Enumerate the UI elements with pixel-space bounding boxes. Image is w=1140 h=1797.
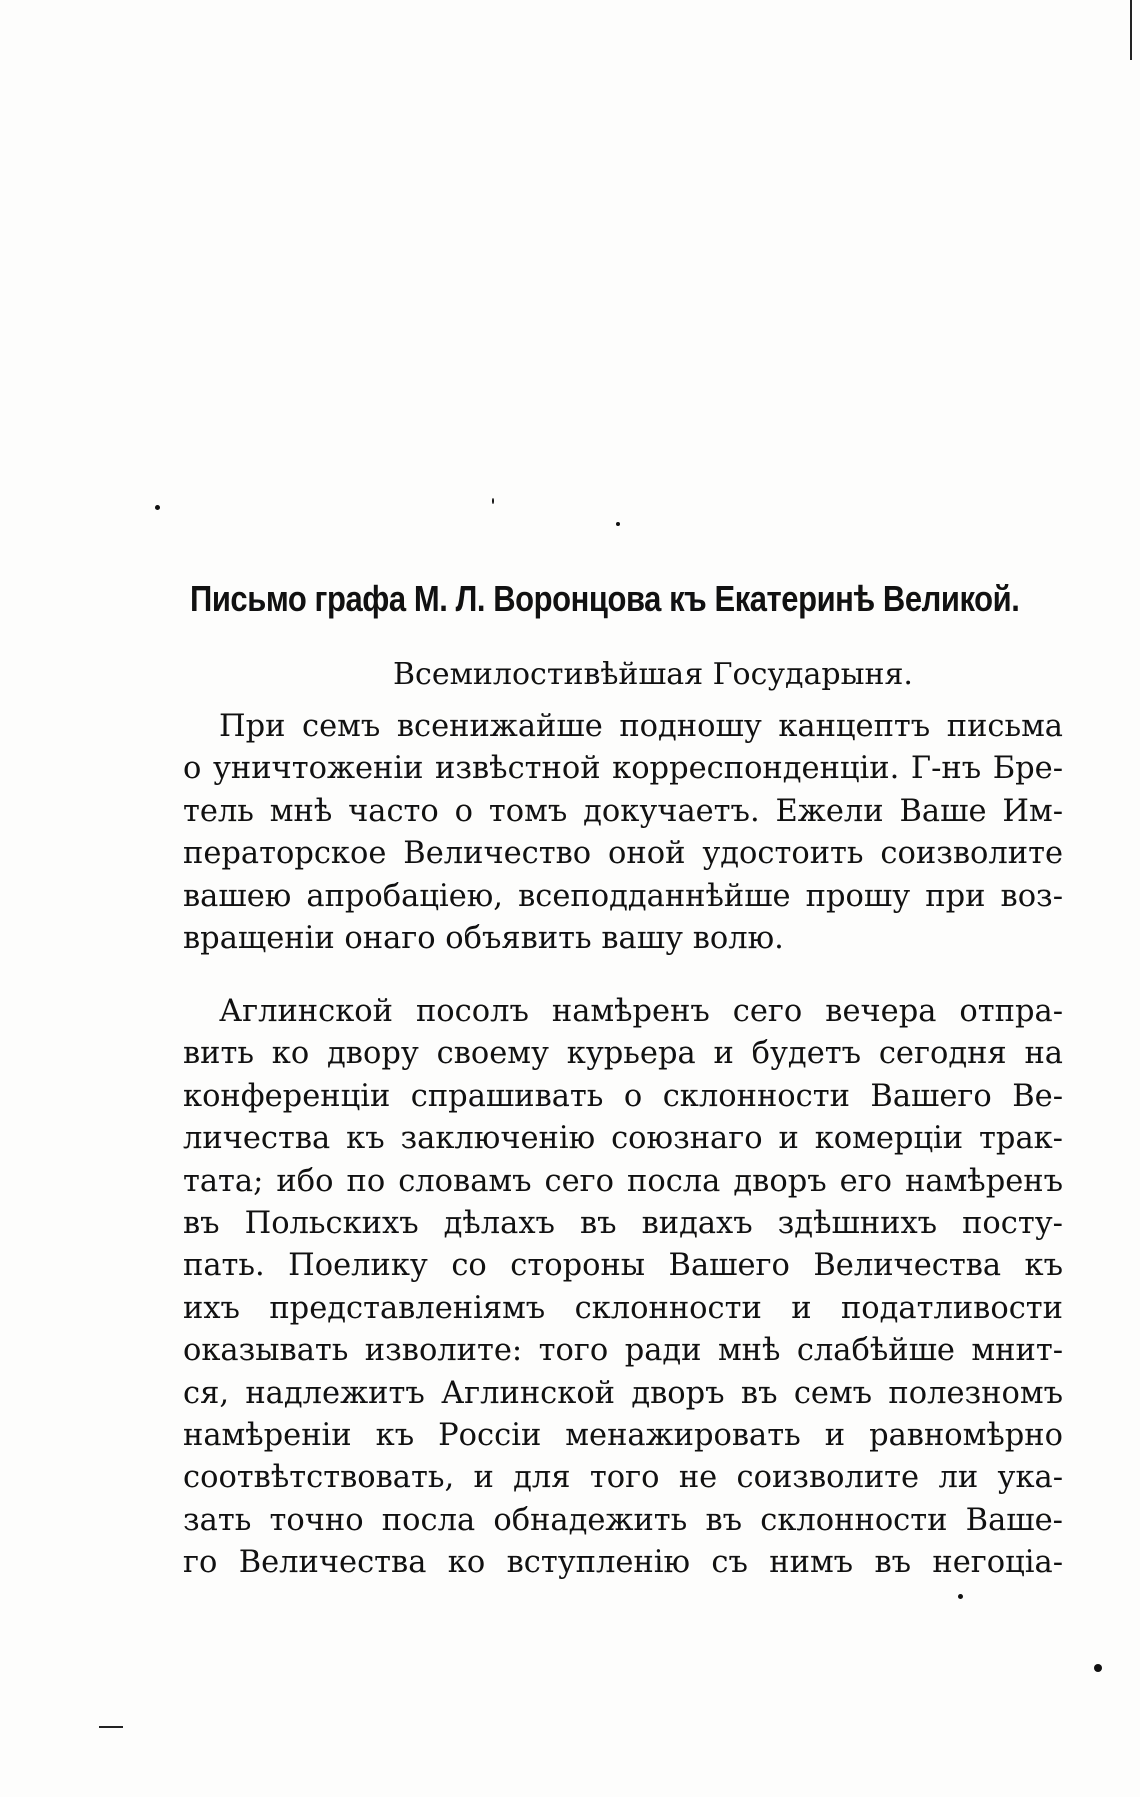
text-line: го Величества ко вступленію съ нимъ въ негоціа-: [183, 1545, 1063, 1581]
text-line: При семъ всенижайше подношу канцептъ письма: [219, 709, 1063, 744]
text-line: оказывать изволите: того ради мнѣ слабѣйше мнит-: [183, 1333, 1063, 1369]
paragraph-2: [183, 991, 1063, 1585]
text-line: ихъ представленіямъ склонности и податливости: [183, 1290, 1063, 1326]
text-line: конференціи спрашивать о склонности Вашего Ве-: [183, 1078, 1063, 1114]
text-line: соотвѣтствовать, и для того не соизволите ли ука-: [183, 1460, 1063, 1496]
text-line: тата; ибо по словамъ сего посла дворъ его намѣренъ: [183, 1163, 1063, 1199]
scan-edge-mark: [1130, 0, 1132, 60]
text-line: намѣреніи къ Россіи менажировать и равномѣрно: [183, 1418, 1063, 1454]
scan-speck: [155, 505, 160, 510]
scan-speck: [492, 498, 494, 504]
paragraph-1: [183, 706, 1063, 960]
text-line: вить ко двору своему курьера и будетъ сегодня на: [183, 1036, 1063, 1072]
text-line: пать. Поелику со стороны Вашего Величества къ: [183, 1248, 1063, 1284]
scan-speck: [1094, 1664, 1102, 1672]
scan-speck: [616, 522, 620, 526]
scan-dash-mark: [99, 1726, 123, 1728]
text-line: ся, надлежитъ Аглинской дворъ въ семъ полезномъ: [183, 1375, 1063, 1411]
text-line: вашею апробаціею, всеподданнѣйше прошу при воз-: [183, 878, 1063, 914]
text-line: въ Польскихъ дѣлахъ въ видахъ здѣшнихъ посту-: [183, 1206, 1063, 1242]
scan-speck: [958, 1594, 963, 1599]
letter-title: Письмо графа М. Л. Воронцова къ Екатеринѣ Великой.: [190, 578, 1020, 619]
salutation: Всемилостивѣйшая Государыня.: [393, 657, 913, 692]
text-line: тель мнѣ часто о томъ докучаетъ. Ежели Ваше Им-: [183, 793, 1063, 829]
text-line: Аглинской посолъ намѣренъ сего вечера отпра-: [219, 994, 1063, 1029]
text-line: о уничтоженіи извѣстной корреспонденціи. Г-нъ Бре-: [183, 751, 1063, 787]
text-line: ператорское Величество оной удостоить соизволите: [183, 836, 1063, 872]
text-line: зать точно посла обнадежить въ склонности Ваше-: [183, 1502, 1063, 1538]
text-line: личества къ заключенію союзнаго и комерціи трак-: [183, 1121, 1063, 1157]
text-line: вращеніи онаго объявить вашу волю.: [183, 921, 784, 957]
